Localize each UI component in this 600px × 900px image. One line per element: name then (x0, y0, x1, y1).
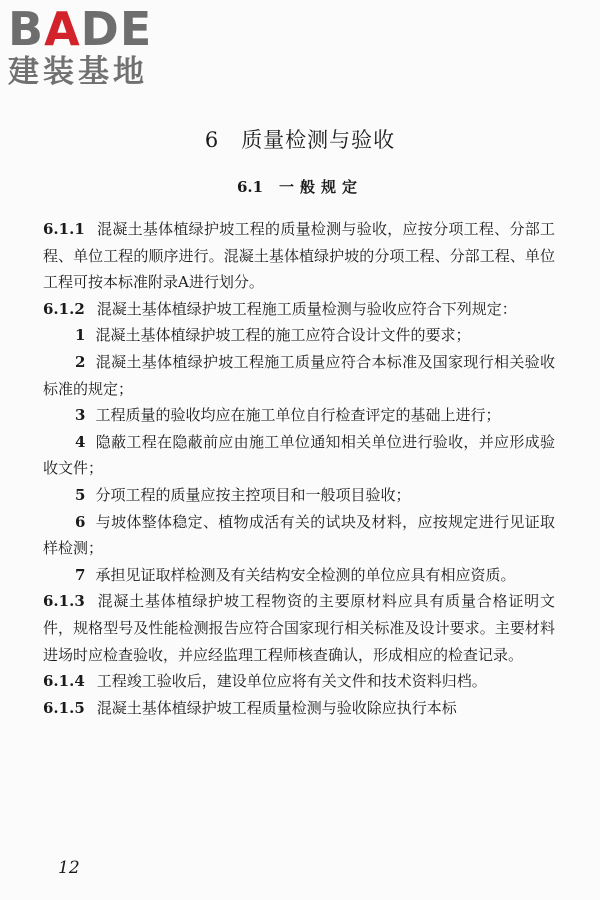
bade-logo (8, 4, 178, 90)
section-title-text: 一般规定 (279, 178, 364, 196)
item-text: 工程质量的验收均应在施工单位自行检查评定的基础上进行； (95, 406, 501, 425)
clause-text: 混凝土基体植绿护坡工程的质量检测与验收，应按分项工程、分部工程、单位工程的顺序进行。混凝土基体植绿护坡的分项工程、分部工程、单位工程可按本标准附录A进行划分。 (43, 220, 555, 292)
clause-number: 6.1.3 (43, 592, 85, 611)
item-number: 5 (75, 485, 86, 504)
section-number: 6.1 (236, 178, 264, 196)
clause-6-1-2 (43, 296, 555, 323)
clause-number: 6.1.2 (43, 299, 85, 318)
item-text: 混凝土基体植绿护坡工程施工质量应符合本标准及国家现行相关验收标准的规定； (43, 352, 555, 398)
list-item (43, 562, 555, 589)
item-number: 4 (75, 432, 86, 451)
item-text: 分项工程的质量应按主控项目和一般项目验收； (95, 485, 411, 504)
item-text: 混凝土基体植绿护坡工程的施工应符合设计文件的要求； (95, 326, 471, 345)
section-title (0, 176, 600, 197)
chapter-title-text: 质量检测与验收 (241, 128, 396, 152)
logo-wordmark: BADE (8, 2, 153, 56)
item-number: 1 (75, 326, 86, 345)
item-number: 3 (75, 406, 86, 425)
clause-6-1-1 (43, 216, 555, 296)
clause-text: 工程竣工验收后，建设单位应将有关文件和技术资料归档。 (96, 672, 487, 691)
list-item (43, 322, 555, 349)
list-item (43, 429, 555, 482)
logo-subtitle: 建装基地 (8, 54, 148, 90)
clause-number: 6.1.1 (43, 220, 85, 238)
item-text: 隐蔽工程在隐蔽前应由施工单位通知相关单位进行验收，并应形成验收文件； (43, 432, 555, 478)
list-item (43, 482, 555, 509)
body-text (43, 216, 555, 721)
item-number: 2 (75, 352, 86, 371)
clause-6-1-4 (43, 668, 555, 695)
clause-6-1-3 (43, 588, 555, 668)
clause-text: 混凝土基体植绿护坡工程质量检测与验收除应执行本标 (96, 698, 457, 717)
page-number: 12 (58, 858, 80, 878)
clause-number: 6.1.4 (43, 672, 85, 691)
item-text: 与坡体整体稳定、植物成活有关的试块及材料，应按规定进行见证取样检测； (43, 512, 555, 558)
clause-text: 混凝土基体植绿护坡工程施工质量检测与验收应符合下列规定： (96, 299, 517, 318)
list-item (43, 509, 555, 562)
chapter-number: 6 (204, 128, 220, 152)
list-item (43, 402, 555, 429)
clause-text: 混凝土基体植绿护坡工程物资的主要原材料应具有质量合格证明文件，规格型号及性能检测报告应符合国家现行相关标准及设计要求。主要材料进场时应检查验收，并应经监理工程师核查确认，形成相应的检查记录。 (43, 592, 555, 664)
clause-number: 6.1.5 (43, 698, 85, 717)
chapter-title (0, 124, 600, 154)
clause-6-1-5 (43, 695, 555, 722)
item-number: 7 (75, 565, 86, 584)
item-number: 6 (75, 512, 86, 531)
list-item (43, 349, 555, 402)
item-text: 承担见证取样检测及有关结构安全检测的单位应具有相应资质。 (95, 565, 516, 584)
